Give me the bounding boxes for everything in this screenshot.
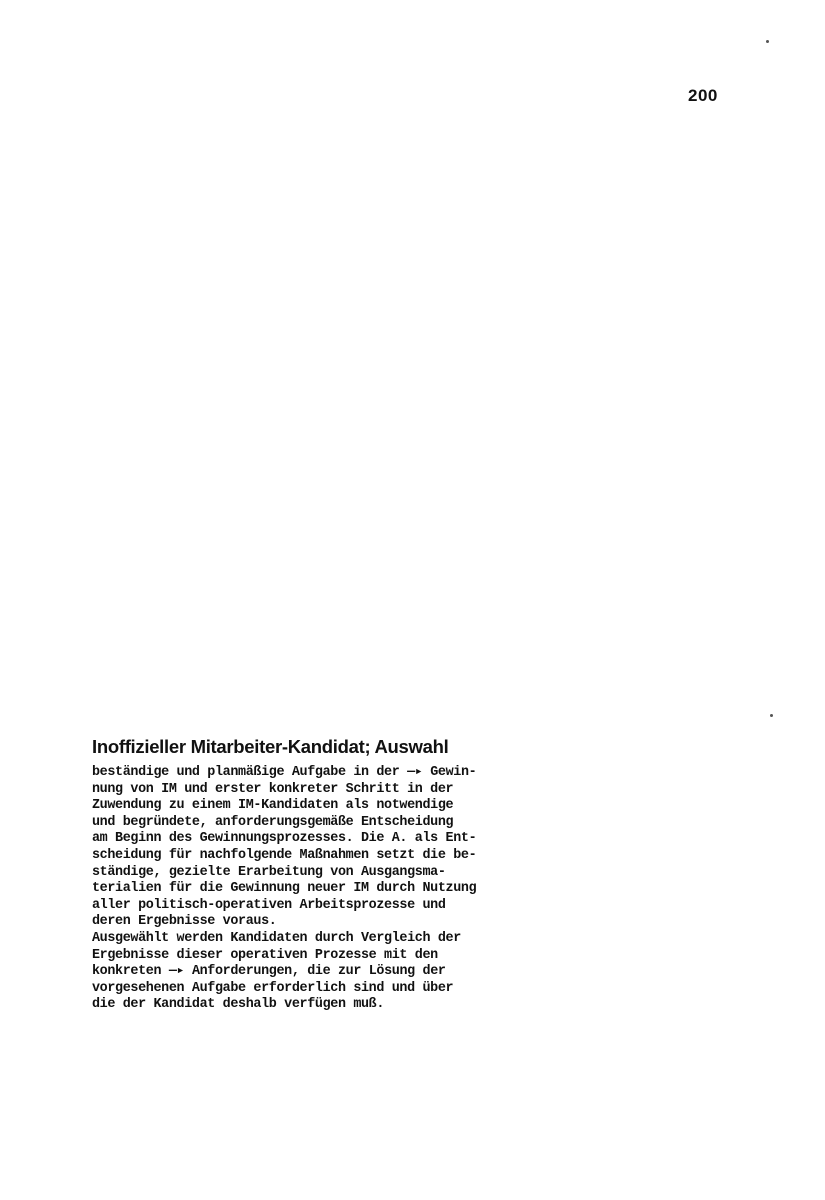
- entry-line: Ergebnisse dieser operativen Prozesse mit den: [92, 947, 438, 963]
- entry-line: aller politisch-operativen Arbeitsprozesse und: [92, 897, 446, 913]
- scan-speck: [766, 40, 769, 43]
- entry-body: [92, 765, 612, 1014]
- entry-line: nung von IM und erster konkreter Schritt in der: [92, 781, 454, 797]
- dictionary-entry: [92, 735, 612, 1014]
- entry-line: Ausgewählt werden Kandidaten durch Vergleich der: [92, 930, 461, 946]
- entry-line: die der Kandidat deshalb verfügen muß.: [92, 997, 385, 1013]
- scan-speck: [770, 714, 773, 717]
- entry-line: am Beginn des Gewinnungsprozesses. Die A. als Ent-: [92, 831, 477, 847]
- entry-line: konkreten —▸ Anforderungen, die zur Lösung der: [92, 964, 446, 980]
- entry-heading: Inoffizieller Mitarbeiter-Kandidat; Auswahl: [92, 736, 449, 757]
- page-number: 200: [688, 86, 718, 105]
- entry-line: beständige und planmäßige Aufgabe in der —▸ Gewin-: [92, 765, 477, 780]
- entry-line: vorgesehenen Aufgabe erforderlich sind und über: [92, 980, 454, 996]
- entry-line: und begründete, anforderungsgemäße Entscheidung: [92, 814, 454, 830]
- entry-line: scheidung für nachfolgende Maßnahmen setzt die be-: [92, 847, 477, 863]
- entry-line: terialien für die Gewinnung neuer IM durch Nutzung: [92, 881, 477, 897]
- entry-line: Zuwendung zu einem IM-Kandidaten als notwendige: [92, 798, 454, 814]
- entry-line: deren Ergebnisse voraus.: [92, 914, 277, 930]
- entry-line: ständige, gezielte Erarbeitung von Ausgangsma-: [92, 864, 446, 880]
